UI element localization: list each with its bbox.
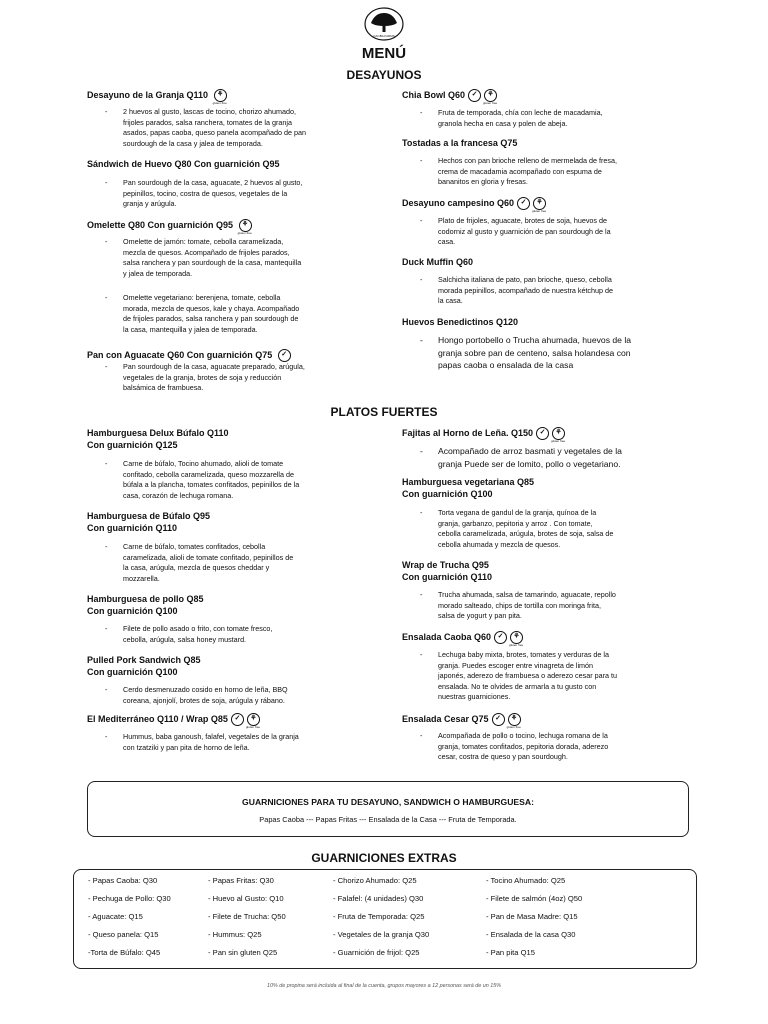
desc-pulled-pork: - Cerdo desmenuzado cosido en horno de leña, BBQ coreana, ajonjolí, brotes de soja, arúgula y rábano. bbox=[105, 685, 288, 705]
item-hamburguesa-delux: Hamburguesa Delux Búfalo Q110 Con guarnición Q125 bbox=[87, 428, 229, 450]
gluten-icon: ⚘ gluten free bbox=[509, 633, 524, 647]
guarniciones-heading: GUARNICIONES PARA TU DESAYUNO, SANDWICH O HAMBURGUESA: bbox=[242, 797, 534, 807]
extra-item: - Guarnición de frijol: Q25 bbox=[333, 948, 420, 957]
extra-item: - Papas Fritas: Q30 bbox=[208, 876, 274, 885]
item-mediterraneo: El Mediterráneo Q110 / Wrap Q85 ✓ ⚘ gluten free bbox=[87, 713, 261, 729]
extra-item: -Torta de Búfalo: Q45 bbox=[88, 948, 161, 957]
desc-hamburguesa-vegetariana: - Torta vegana de gandul de la granja, quínoa de la granja, garbanzo, pepitoria y arroz . Con tomate, cebolla caramelizada, arúgula, brotes de soja, salsa de cebolla ahumada y mezcla de quesos. bbox=[420, 508, 614, 549]
desc-ensalada-caoba: - Lechuga baby mixta, brotes, tomates y verduras de la granja. Puedes escoger entre vinagreta de limón japonés, aderezo de frambuesa o aderezo cesar para tu ensalada. No te olvides de armarla a tu gusto con nuestras guarniciones. bbox=[420, 650, 618, 702]
leaf-icon: ✓ bbox=[517, 197, 530, 210]
extra-item: - Ensalada de la casa Q30 bbox=[486, 930, 576, 939]
item-tostadas: Tostadas a la francesa Q75 bbox=[402, 138, 518, 148]
desc-hamburguesa-delux: - Carne de búfalo, Tocino ahumado, alioli de tomate confitado, cebolla caramelizada, queso mozzarella de búfala a la plancha, tomates confitados, pepinillos de la casa, corazón de lechuga romana. bbox=[105, 459, 300, 500]
extra-item: - Hummus: Q25 bbox=[208, 930, 262, 939]
leaf-icon: ✓ bbox=[468, 89, 481, 102]
gluten-icon: ⚘ gluten free bbox=[532, 199, 547, 213]
leaf-icon: ✓ bbox=[278, 349, 291, 362]
guarniciones-text: Papas Caoba --- Papas Fritas --- Ensalada de la Casa --- Fruta de Temporada. bbox=[259, 815, 517, 824]
desc-omelette-vegetariano: - Omelette vegetariano: berenjena, tomate, cebolla morada, mezcla de quesos, kale y chaya. Acompañado de frijoles parados, salsa ranchera y pan sourdough de la casa, mantequilla y jalea de temporada. bbox=[105, 293, 300, 334]
extra-item: - Pechuga de Pollo: Q30 bbox=[88, 894, 171, 903]
gluten-icon: ⚘ gluten free bbox=[212, 91, 227, 105]
extra-item: - Falafel: (4 unidades) Q30 bbox=[333, 894, 424, 903]
extra-item: - Aguacate: Q15 bbox=[88, 912, 143, 921]
desc-duck-muffin: - Salchicha italiana de pato, pan brioche, queso, cebolla morada pepinillos, acompañado de nuestra kétchup de la casa. bbox=[420, 275, 614, 306]
item-wrap-trucha: Wrap de Trucha Q95 Con guarnición Q110 bbox=[402, 560, 493, 582]
item-duck-muffin: Duck Muffin Q60 bbox=[402, 257, 474, 267]
extra-item: - Pan sin gluten Q25 bbox=[208, 948, 278, 957]
extra-item: - Huevo al Gusto: Q10 bbox=[208, 894, 284, 903]
item-desayuno-campesino: Desayuno campesino Q60 ✓ ⚘ gluten free bbox=[402, 197, 547, 213]
guarniciones-box bbox=[87, 781, 689, 837]
desc-chia-bowl: - Fruta de temporada, chía con leche de macadamia, granola hecha en casa y polen de abeja. bbox=[420, 108, 603, 128]
item-ensalada-caoba: Ensalada Caoba Q60 ✓ ⚘ gluten free bbox=[402, 631, 524, 647]
desc-ensalada-cesar: - Acompañada de pollo o tocino, lechuga romana de la granja, tomates confitados, pepitoria dorada, aderezo cesar, costra de queso y pan sourdough. bbox=[420, 731, 609, 762]
item-hamburguesa-bufalo: Hamburguesa de Búfalo Q95 Con guarnición Q110 bbox=[87, 511, 211, 533]
section-platos-heading: PLATOS FUERTES bbox=[330, 405, 438, 419]
leaf-icon: ✓ bbox=[231, 713, 244, 726]
item-huevos-benedictinos: Huevos Benedictinos Q120 bbox=[402, 317, 519, 327]
gluten-icon: ⚘ gluten free bbox=[551, 429, 566, 443]
gluten-icon: ⚘ gluten free bbox=[237, 221, 252, 235]
desc-omelette-jamon: - Omelette de jamón: tomate, cebolla caramelizada, mezcla de quesos. Acompañado de frijoles parados, salsa ranchera y pan sourdough de la casa, mantequilla y jalea de temporada. bbox=[105, 237, 302, 278]
item-ensalada-cesar: Ensalada Cesar Q75 ✓ ⚘ gluten free bbox=[402, 713, 521, 729]
item-hamburguesa-vegetariana: Hamburguesa vegetariana Q85 Con guarnición Q100 bbox=[402, 477, 535, 499]
extra-item: - Filete de salmón (4oz) Q50 bbox=[486, 894, 583, 903]
desc-huevos-benedictinos: - Hongo portobello o Trucha ahumada, huevos de la granja sobre pan de centeno, salsa holandesa con papas caoba o ensalada de la casa bbox=[420, 335, 632, 370]
leaf-icon: ✓ bbox=[536, 427, 549, 440]
gluten-icon: ⚘ gluten free bbox=[506, 715, 521, 729]
extra-item: - Pan de Masa Madre: Q15 bbox=[486, 912, 578, 921]
gluten-icon: ⚘ gluten free bbox=[483, 91, 498, 105]
extra-item: - Fruta de Temporada: Q25 bbox=[333, 912, 425, 921]
desc-pan-aguacate: - Pan sourdough de la casa, aguacate preparado, arúgula, vegetales de la granja, brotes de soja y reducción balsámica de frambuesa. bbox=[105, 362, 305, 393]
desc-mediterraneo: - Hummus, baba ganoush, falafel, vegetales de la granja con tzatziki y pan pita de horno de leña. bbox=[105, 732, 299, 752]
item-fajitas: Fajitas al Horno de Leña. Q150 ✓ ⚘ gluten free bbox=[402, 427, 566, 443]
desc-wrap-trucha: - Trucha ahumada, salsa de tamarindo, aguacate, repollo morado salteado, chips de tortilla con moringa frita, salsa de yogurt y pan pita. bbox=[420, 590, 616, 621]
extra-item: - Tocino Ahumado: Q25 bbox=[486, 876, 566, 885]
svg-text:CAOBA FARMS: CAOBA FARMS bbox=[373, 34, 395, 38]
leaf-icon: ✓ bbox=[494, 631, 507, 644]
extra-item: - Papas Caoba: Q30 bbox=[88, 876, 158, 885]
gluten-icon: ⚘ gluten free bbox=[245, 715, 261, 729]
leaf-icon: ✓ bbox=[492, 713, 505, 726]
item-sandwich-huevo: Sándwich de Huevo Q80 Con guarnición Q95 bbox=[87, 159, 280, 169]
item-desayuno-granja: Desayuno de la Granja Q110 ⚘ gluten free bbox=[87, 89, 227, 105]
extra-item: - Chorizo Ahumado: Q25 bbox=[333, 876, 417, 885]
desc-desayuno-granja: - 2 huevos al gusto, lascas de tocino, chorizo ahumado, frijoles parados, salsa ranchera, tomates de la granja asados, papas caoba, queso panela acompañado de pan sourdough de la casa y jalea de temporada. bbox=[105, 107, 307, 148]
extra-item: - Filete de Trucha: Q50 bbox=[208, 912, 286, 921]
extras-heading: GUARNICIONES EXTRAS bbox=[311, 851, 457, 865]
desc-fajitas: - Acompañado de arroz basmati y vegetales de la granja Puede ser de lomito, pollo o vegetariano. bbox=[420, 446, 622, 469]
section-desayunos-heading: DESAYUNOS bbox=[346, 68, 422, 82]
extra-item: - Vegetales de la granja Q30 bbox=[333, 930, 430, 939]
item-omelette: Omelette Q80 Con guarnición Q95 ⚘ gluten free bbox=[87, 219, 252, 235]
farm-logo-icon bbox=[362, 6, 406, 42]
desc-desayuno-campesino: - Plato de frijoles, aguacate, brotes de soja, huevos de codorniz al gusto y guarnición de pan sourdough de la casa. bbox=[420, 216, 611, 247]
desc-tostadas: - Hechos con pan brioche relleno de mermelada de fresa, crema de macadamia acompañado con espuma de bananitos en gloria y fresas. bbox=[420, 156, 617, 187]
item-pan-aguacate: Pan con Aguacate Q60 Con guarnición Q75 ✓ bbox=[87, 349, 291, 362]
desc-sandwich-huevo: - Pan sourdough de la casa, aguacate, 2 huevos al gusto, pepinillos, tocino, costra de quesos, vegetales de la granja y arúgula. bbox=[105, 178, 303, 209]
item-chia-bowl: Chia Bowl Q60 ✓ ⚘ gluten free bbox=[402, 89, 498, 105]
menu-title: MENÚ bbox=[361, 45, 407, 62]
desc-hamburguesa-pollo: - Filete de pollo asado o frito, con tomate fresco, cebolla, arúgula, salsa honey mustard. bbox=[105, 624, 273, 644]
item-pulled-pork: Pulled Pork Sandwich Q85 Con guarnición Q100 bbox=[87, 655, 201, 677]
extra-item: - Queso panela: Q15 bbox=[88, 930, 159, 939]
item-hamburguesa-pollo: Hamburguesa de pollo Q85 Con guarnición Q100 bbox=[87, 594, 204, 616]
footer-note: 10% de propina será incluida al final de la cuenta, grupos mayores a 12 personas será de un 15% bbox=[266, 983, 502, 989]
desc-hamburguesa-bufalo: - Carne de búfalo, tomates confitados, cebolla caramelizada, alioli de tomate confitado, pepinillos de la casa, arúgula, mezcla de quesos cheddar y mozzarella. bbox=[105, 542, 294, 583]
extra-item: - Pan pita Q15 bbox=[486, 948, 535, 957]
